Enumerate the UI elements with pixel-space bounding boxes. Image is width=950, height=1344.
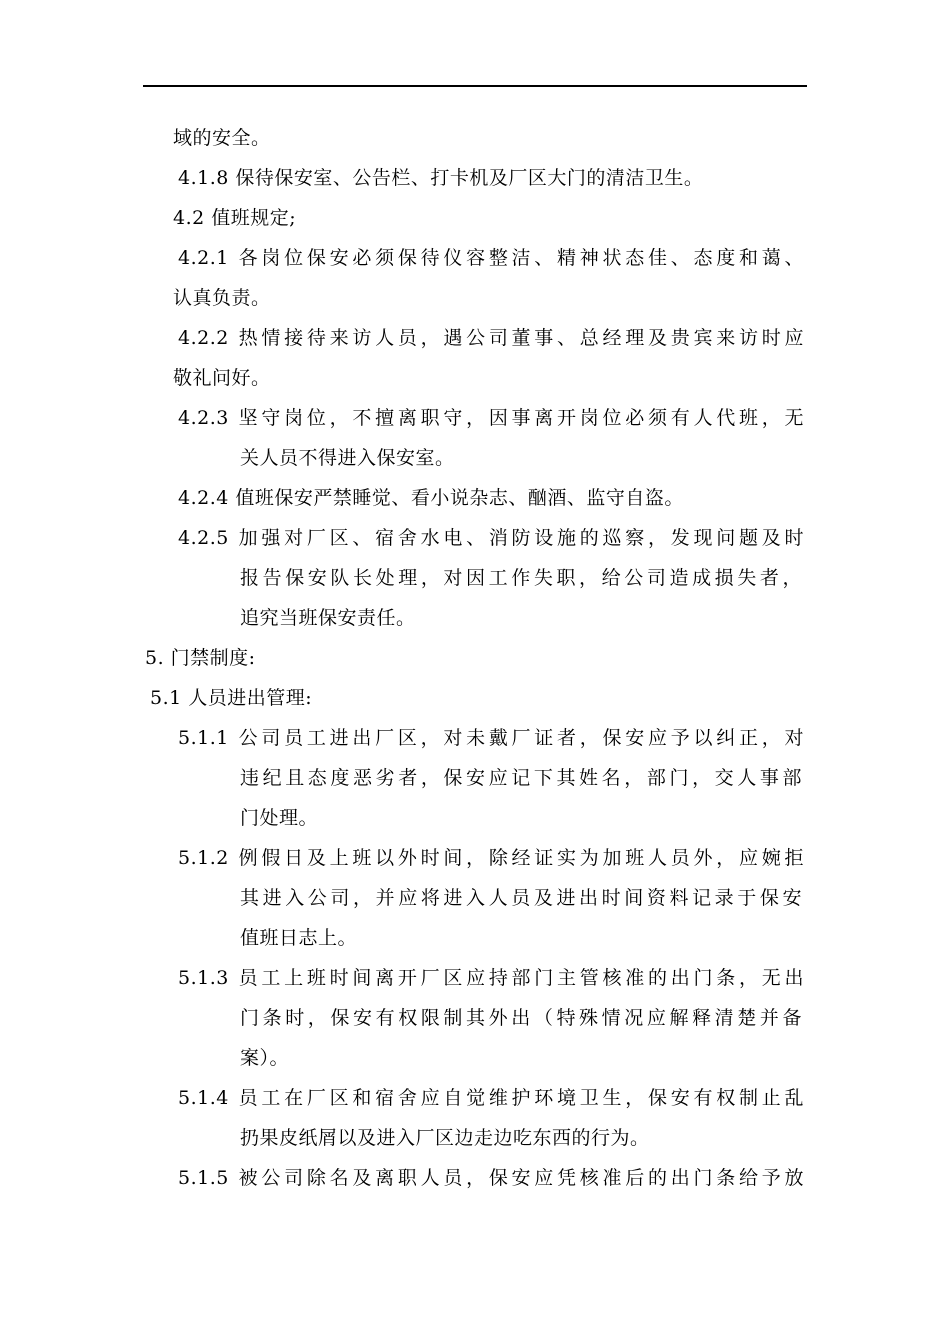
text-line: 扔果皮纸屑以及进入厂区边走边吃东西的行为。 xyxy=(240,1127,650,1149)
text-line: 报告保安队长处理，对因工作失职，给公司造成损失者， xyxy=(240,567,802,589)
text-line: 4.2.5 加强对厂区、宿舍水电、消防设施的巡察，发现问题及时 xyxy=(178,527,804,549)
text-line: 4.2.2 热情接待来访人员，遇公司董事、总经理及贵宾来访时应 xyxy=(178,327,804,349)
text-line: 5.1.3 员工上班时间离开厂区应持部门主管核准的出门条，无出 xyxy=(178,967,804,989)
text-line: 域的安全。 xyxy=(173,127,271,149)
text-line: 门处理。 xyxy=(240,807,319,829)
text-line: 4.2.1 各岗位保安必须保待仪容整洁、精神状态佳、态度和蔼、 xyxy=(178,247,804,269)
text-line: 4.1.8 保待保安室、公告栏、打卡机及厂区大门的清洁卫生。 xyxy=(178,167,704,189)
text-line: 认真负责。 xyxy=(173,287,271,309)
text-line: 5.1.4 员工在厂区和宿舍应自觉维护环境卫生，保安有权制止乱 xyxy=(178,1087,804,1109)
text-line: 4.2 值班规定; xyxy=(173,207,297,229)
text-line: 5.1 人员进出管理: xyxy=(150,687,313,709)
text-line: 追究当班保安责任。 xyxy=(240,607,416,629)
header-rule xyxy=(143,85,807,87)
text-line: 5. 门禁制度: xyxy=(145,647,256,669)
text-line: 5.1.5 被公司除名及离职人员，保安应凭核准后的出门条给予放 xyxy=(178,1167,804,1189)
text-line: 门条时，保安有权限制其外出（特殊情况应解释清楚并备 xyxy=(240,1007,802,1029)
text-line: 4.2.3 坚守岗位，不擅离职守，因事离开岗位必须有人代班，无 xyxy=(178,407,804,429)
text-line: 关人员不得进入保安室。 xyxy=(240,447,455,469)
text-line: 4.2.4 值班保安严禁睡觉、看小说杂志、酗酒、监守自盗。 xyxy=(178,487,684,509)
text-line: 敬礼问好。 xyxy=(173,367,271,389)
text-line: 案）。 xyxy=(240,1047,290,1069)
text-line: 其进入公司，并应将进入人员及进出时间资料记录于保安 xyxy=(240,887,802,909)
text-line: 5.1.2 例假日及上班以外时间，除经证实为加班人员外，应婉拒 xyxy=(178,847,804,869)
text-line: 值班日志上。 xyxy=(240,927,358,949)
text-line: 违纪且态度恶劣者，保安应记下其姓名，部门，交人事部 xyxy=(240,767,802,789)
text-line: 5.1.1 公司员工进出厂区，对未戴厂证者，保安应予以纠正，对 xyxy=(178,727,804,749)
